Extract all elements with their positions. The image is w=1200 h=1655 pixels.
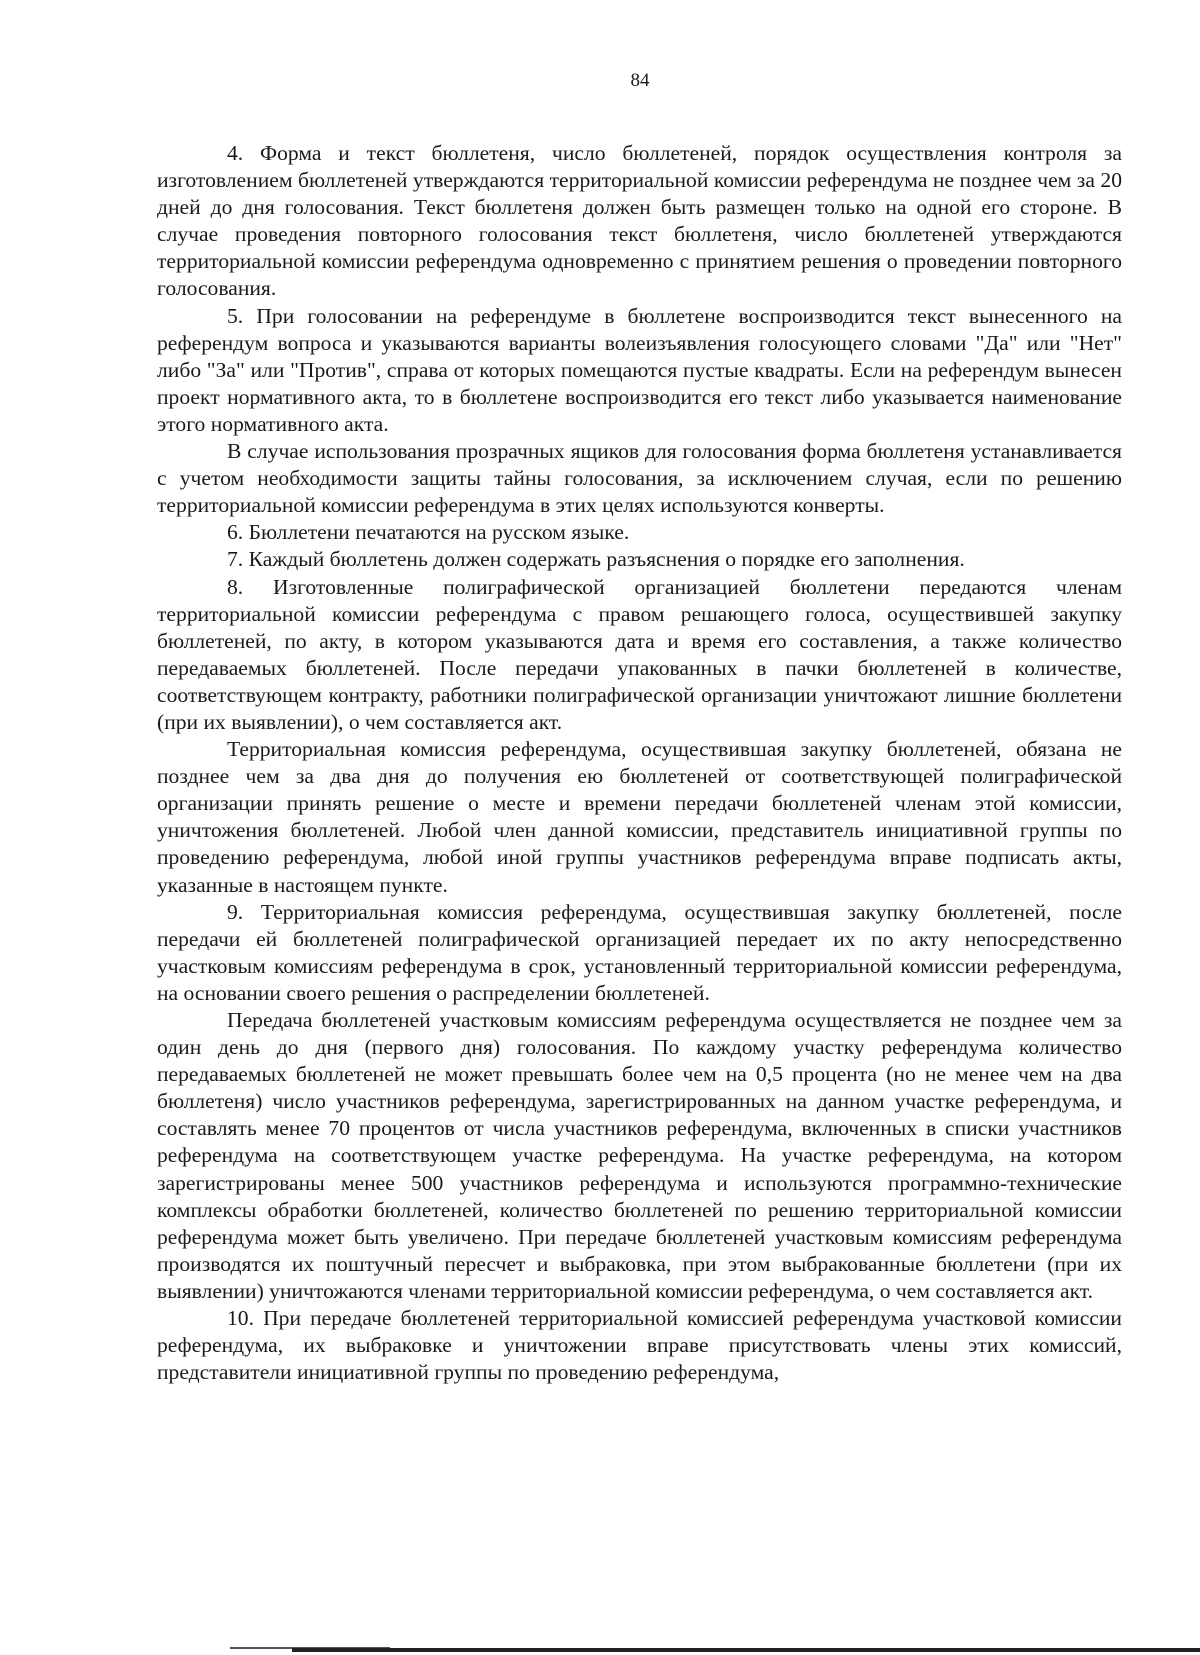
paragraph-9-distribution: 9. Территориальная комиссия референдума, осуществившая закупку бюллетеней, после передачи ей бюллетеней полиграфической организацией передает их по акту непосредственно участковым комиссиям референдума в срок, установленный территориальной комиссии референдума, на основании своего решения о распределении бюллетеней. [157, 899, 1122, 1005]
paragraph-6-language: 6. Бюллетени печатаются на русском языке. [227, 520, 630, 545]
footer-rule [292, 1648, 1200, 1652]
page-number: 84 [630, 70, 650, 91]
paragraph-8-transfer: 8. Изготовленные полиграфической организацией бюллетени передаются членам территориальной комиссии референдума с правом решающего голоса, осуществившей закупку бюллетеней, по акту, в котором указываются дата и время его составления, а также количество передаваемых бюллетеней. После передачи упакованных в пачки бюллетеней в количестве, соответствующем контракту, работники полиграфической организации уничтожают лишние бюллетени (при их выявлении), о чем составляется акт. [157, 574, 1122, 734]
paragraph-5-ballot-text: 5. При голосовании на референдуме в бюллетене воспроизводится текст вынесенного на референдум вопроса и указываются варианты волеизъявления голосующего словами "Да" или "Нет" либо "За" или "Против", справа от которых помещаются пустые квадраты. Если на референдум вынесен проект нормативного акта, то в бюллетене воспроизводится его текст либо указывается наименование этого нормативного акта. [157, 303, 1122, 436]
document-body [157, 140, 1122, 1386]
paragraph-territorial-commission: Территориальная комиссия референдума, осуществившая закупку бюллетеней, обязана не позднее чем за два дня до получения ею бюллетеней от соответствующей полиграфической организации принять решение о месте и времени передачи бюллетеней членам этой комиссии, уничтожения бюллетеней. Любой член данной комиссии, представитель инициативной группы по проведению референдума, любой иной группы участников референдума вправе подписать акты, указанные в настоящем пункте. [157, 737, 1122, 897]
paragraph-transfer-quotas: Передача бюллетеней участковым комиссиям референдума осуществляется не позднее чем за один день до дня (первого дня) голосования. По каждому участку референдума количество передаваемых бюллетеней не может превышать более чем на 0,5 процента (но не менее чем на два бюллетеня) число участников референдума, зарегистрированных на данном участке референдума, и составлять менее 70 процентов от числа участников референдума, включенных в списки участников референдума на соответствующем участке референдума. На участке референдума, на котором зарегистрированы менее 500 участников референдума и используются программно-технические комплексы обработки бюллетеней, количество бюллетеней по решению территориальной комиссии референдума может быть увеличено. При передаче бюллетеней участковым комиссиям референдума производятся их поштучный пересчет и выбраковка, при этом выбракованные бюллетени (при их выявлении) уничтожаются членами территориальной комиссии референдума, о чем составляется акт. [157, 1008, 1122, 1303]
paragraph-4-ballot-form: 4. Форма и текст бюллетеня, число бюллетеней, порядок осуществления контроля за изготовлением бюллетеней утверждаются территориальной комиссии референдума не позднее чем за 20 дней до дня голосования. Текст бюллетеня должен быть размещен только на одной его стороне. В случае проведения повторного голосования текст бюллетеня, число бюллетеней утверждаются территориальной комиссии референдума одновременно с принятием решения о проведении повторного голосования. [157, 141, 1122, 301]
paragraph-10-presence: 10. При передаче бюллетеней территориальной комиссией референдума участковой комиссии референдума, их выбраковке и уничтожении вправе присутствовать члены этих комиссий, представители инициативной группы по проведению референдума, [157, 1306, 1122, 1385]
paragraph-transparent-boxes: В случае использования прозрачных ящиков для голосования форма бюллетеня устанавливается с учетом необходимости защиты тайны голосования, за исключением случая, если по решению территориальной комиссии референдума в этих целях используются конверты. [157, 439, 1122, 518]
paragraph-7-explanations: 7. Каждый бюллетень должен содержать разъяснения о порядке его заполнения. [227, 547, 965, 572]
